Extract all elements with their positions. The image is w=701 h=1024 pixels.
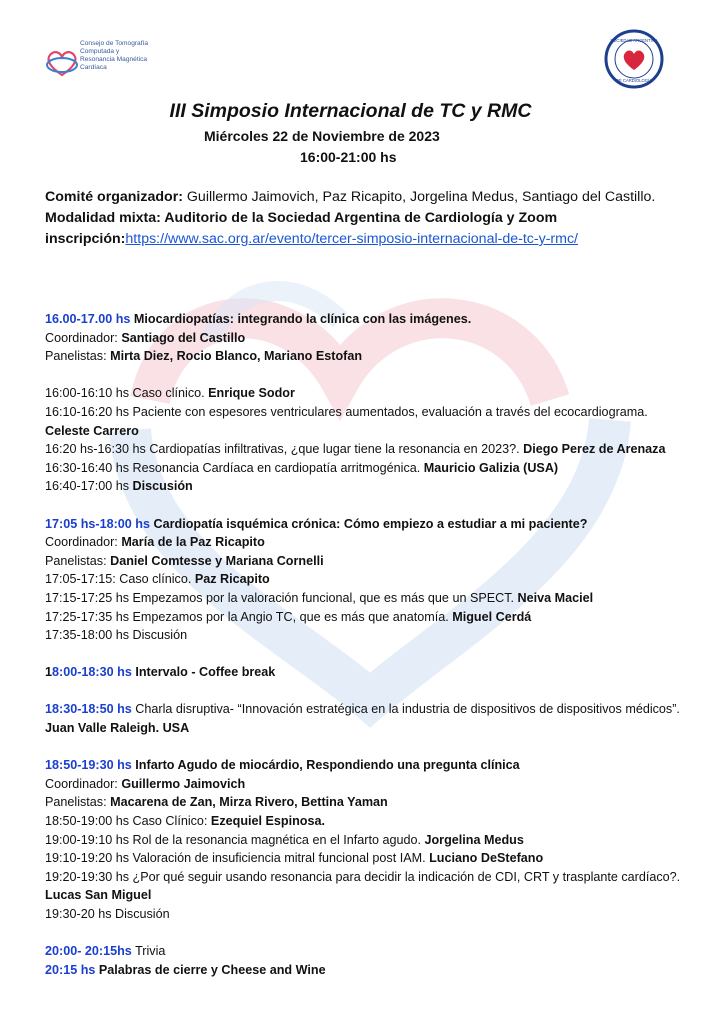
coordinator-name: Santiago del Castillo (121, 330, 246, 345)
event-time: 16:00-21:00 hs (300, 149, 397, 165)
item-speaker: Jorgelina Medus (424, 832, 524, 847)
program-item (45, 905, 685, 924)
session-5-coordinator (45, 775, 685, 794)
item-speaker: Neiva Maciel (517, 590, 594, 605)
session-5-title: Infarto Agudo de miocárdio, Respondiendo una pregunta clínica (131, 758, 520, 773)
item-text: 16:00-16:10 hs Caso clínico. (45, 386, 209, 401)
session-6-heading (45, 942, 685, 961)
event-date: Miércoles 22 de Noviembre de 2023 (204, 128, 440, 144)
program-item (45, 459, 685, 478)
item-text: 19:20-19:30 hs ¿Por qué seguir usando resonancia para decidir la indicación de CDI, CRT y trasplante cardíaco?. (45, 869, 681, 884)
coordinator-name: María de la Paz Ricapito (121, 535, 265, 550)
program-item (45, 831, 685, 850)
coordinator-label: Coordinador: (45, 776, 122, 791)
session-2-coordinator (45, 533, 685, 552)
item-speaker: Miguel Cerdá (452, 609, 532, 624)
coordinator-label: Coordinador: (45, 330, 122, 345)
program (45, 310, 685, 979)
session-2-panelists (45, 552, 685, 571)
modality-text: Modalidad mixta: Auditorio de la Sociedad Argentina de Cardiología y Zoom (45, 210, 558, 226)
session-2-title: Cardiopatía isquémica crónica: Cómo empiezo a estudiar a mi paciente? (150, 516, 588, 531)
session-1-coordinator (45, 329, 685, 348)
item-text: 17:15-17:25 hs Empezamos por la valoración funcional, que es más que un SPECT. (45, 590, 518, 605)
program-item (45, 812, 685, 831)
item-text: 16:40-17:00 hs (45, 479, 133, 494)
item-speaker: Diego Perez de Arenaza (523, 442, 666, 457)
modality-line (45, 208, 675, 229)
session-3-title: Intervalo - Coffee break (131, 665, 276, 680)
session-5-panelists (45, 793, 685, 812)
panelists-label: Panelistas: (45, 349, 111, 364)
session-4-time: 18:30-18:50 hs (45, 702, 132, 717)
session-6-title: Trivia (131, 944, 166, 959)
program-item (45, 440, 685, 459)
council-logo-text: Consejo de Tomografía Computada y Resonancia Magnética Cardíaca (80, 40, 149, 71)
program-item (45, 868, 685, 905)
panelists-names: Mirta Diez, Rocio Blanco, Mariano Estofan (110, 349, 363, 364)
item-speaker: Mauricio Galizia (USA) (423, 460, 559, 475)
program-item (45, 477, 685, 496)
session-4-heading (45, 700, 685, 737)
committee-label: Comité organizador: (45, 189, 183, 205)
item-speaker: Discusión (132, 479, 193, 494)
session-4-text: Charla disruptiva- “Innovación estratégica en la industria de dispositivos de dispositivos médicos”. (131, 702, 680, 717)
item-text: 16:30-16:40 hs Resonancia Cardíaca en cardiopatía arritmogénica. (45, 460, 424, 475)
program-item (45, 570, 685, 589)
item-speaker: Luciano DeStefano (429, 851, 544, 866)
program-item (45, 849, 685, 868)
coordinator-name: Guillermo Jaimovich (121, 776, 246, 791)
item-text: 19:00-19:10 hs Rol de la resonancia magnética en el Infarto agudo. (45, 832, 425, 847)
item-speaker: Celeste Carrero (45, 423, 139, 438)
item-text: 19:30-20 hs Discusión (45, 907, 170, 921)
seal-text-bottom: DE CARDIOLOGÍA (615, 78, 653, 83)
item-text: 17:05-17:15: Caso clínico. (45, 572, 195, 587)
event-title: III Simposio Internacional de TC y RMC (169, 100, 532, 122)
panelists-names: Macarena de Zan, Mirza Rivero, Bettina Yaman (110, 795, 388, 810)
session-7-heading (45, 961, 685, 980)
item-speaker: Paz Ricapito (194, 572, 270, 587)
item-text: 17:25-17:35 hs Empezamos por la Angio TC, que es más que anatomía. (45, 609, 453, 624)
session-5-time: 18:50-19:30 hs (45, 758, 132, 773)
session-6-time: 20:00- 20:15hs (45, 944, 132, 959)
program-item (45, 589, 685, 608)
item-text: 17:35-18:00 hs Discusión (45, 628, 188, 643)
panelists-names: Daniel Comtesse y Mariana Cornelli (110, 553, 324, 568)
session-4-speaker: Juan Valle Raleigh. USA (45, 721, 190, 736)
program-item (45, 384, 685, 403)
sac-seal-logo (604, 29, 664, 89)
panelists-label: Panelistas: (45, 795, 111, 810)
session-7-title: Palabras de cierre y Cheese and Wine (95, 962, 326, 977)
council-logo (44, 40, 154, 86)
item-text: 18:50-19:00 hs Caso Clínico: (45, 814, 211, 829)
item-text: 19:10-19:20 hs Valoración de insuficiencia mitral funcional post IAM. (45, 851, 430, 866)
committee-names: Guillermo Jaimovich, Paz Ricapito, Jorgelina Medus, Santiago del Castillo. (182, 189, 656, 205)
seal-text-top: SOCIEDAD ARGENTINA (610, 38, 658, 43)
panelists-label: Panelistas: (45, 553, 111, 568)
registration-link[interactable]: https://www.sac.org.ar/evento/tercer-simposio-internacional-de-tc-y-rmc/ (125, 231, 578, 247)
session-3-heading (45, 663, 685, 682)
program-item (45, 403, 685, 440)
session-1-title: Miocardiopatías: integrando la clínica con las imágenes. (130, 312, 472, 326)
session-1-time: 16.00-17.00 hs (45, 312, 131, 326)
session-7-time: 20:15 hs (45, 962, 96, 977)
item-text: 16:10-16:20 hs Paciente con espesores ventriculares aumentados, evaluación a través del ecocardiograma. (45, 404, 648, 419)
session-3-time-first: 1 (45, 665, 53, 680)
registration-line (45, 229, 675, 250)
item-speaker: Enrique Sodor (208, 386, 295, 401)
heart-ring-icon (44, 48, 80, 78)
session-2-time: 17:05 hs-18:00 hs (45, 516, 151, 531)
session-1-panelists (45, 347, 685, 366)
coordinator-label: Coordinador: (45, 535, 122, 550)
session-3-time: 8:00-18:30 hs (52, 665, 132, 680)
session-2-heading (45, 515, 685, 534)
item-text: 16:20 hs-16:30 hs Cardiopatías infiltrativas, ¿que lugar tiene la resonancia en 2023?. (45, 442, 524, 457)
item-speaker: Lucas San Miguel (45, 888, 152, 903)
session-5-heading (45, 756, 685, 775)
program-item (45, 626, 685, 645)
item-speaker: Ezequiel Espinosa. (210, 814, 325, 829)
event-info (45, 187, 675, 250)
committee-line (45, 187, 675, 208)
registration-label: inscripción: (45, 231, 126, 247)
program-item (45, 608, 685, 627)
session-1-heading (45, 310, 685, 329)
